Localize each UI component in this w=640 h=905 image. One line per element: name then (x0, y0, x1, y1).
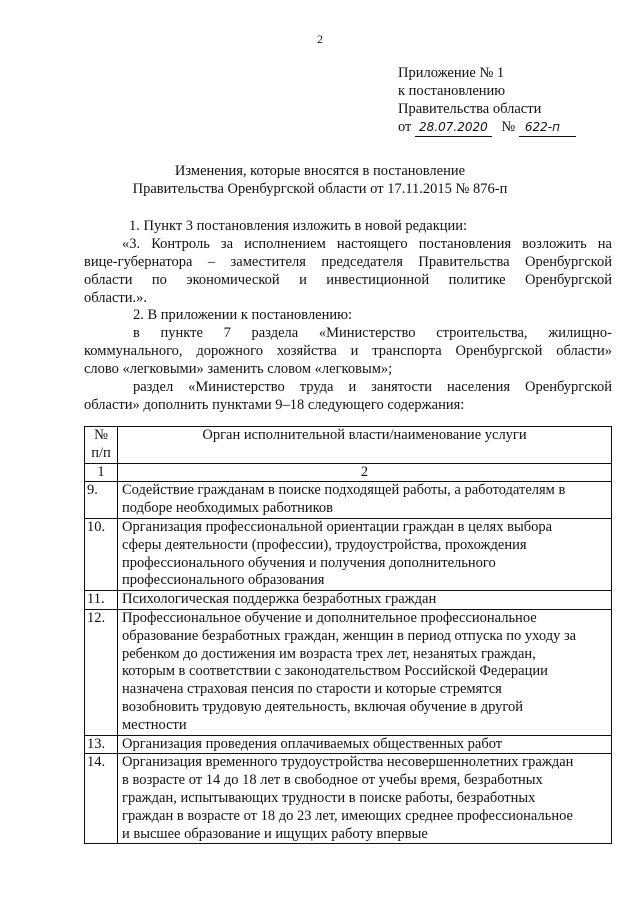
column-number-cell: 1 (85, 463, 118, 482)
paragraph-2: 2. В приложении к постановлению: (133, 307, 353, 323)
row-text (118, 735, 612, 754)
row-text-line: профессионального образования (122, 572, 325, 589)
table-row (85, 735, 612, 754)
header-number-line: № (94, 427, 108, 443)
row-text (118, 591, 612, 610)
table-row (85, 591, 612, 610)
row-number: 9. (85, 482, 118, 519)
subparagraph-line: области» дополнить пунктами 9–18 следующего содержания: (84, 397, 465, 413)
row-text-line: в возрасте от 14 до 18 лет в свободное от учебы время, безработных (122, 772, 543, 789)
table-row (85, 609, 612, 735)
date-prefix: от (398, 119, 412, 135)
row-text-line: Организация профессиональной ориентации граждан в целях выбора (122, 518, 553, 535)
row-text-line: и высшее образование и ищущих работу впервые (122, 825, 428, 842)
row-text-line: ребенком до достижения им возраста трех лет, незанятых граждан, (122, 645, 536, 662)
subparagraph-line: слово «легковыми» заменить словом «легковым»; (84, 361, 393, 377)
header-number-line: п/п (91, 444, 111, 461)
header-number-cell (85, 427, 118, 464)
row-number: 11. (85, 591, 118, 610)
row-text-line: подборе необходимых работников (122, 500, 334, 517)
number-prefix: № (501, 119, 516, 135)
table-row (85, 482, 612, 519)
page-number: 2 (317, 32, 323, 46)
row-text-line: граждан, испытывающих трудности в поиске работы, безработных (122, 789, 536, 806)
appendix-date-line (398, 118, 576, 137)
row-text-line: Организация временного трудоустройства несовершеннолетних граждан (122, 754, 574, 771)
handwritten-date: 28.07.2020 (415, 118, 492, 137)
row-text-line: профессионального обучения и получения дополнительного (122, 554, 496, 571)
paragraph-1: 1. Пункт 3 постановления изложить в новой редакции: (129, 218, 468, 234)
row-number: 13. (85, 735, 118, 754)
row-text-line: которым в соответствии с законодательством Российской Федерации (122, 663, 548, 680)
row-number: 10. (85, 518, 118, 590)
column-number-row (85, 463, 612, 482)
row-text-line: Содействие гражданам в поиске подходящей работы, а работодателям в (122, 482, 566, 499)
quote-line: области по экономической и инвестиционной политике Оренбургской (84, 272, 612, 288)
row-text-line: образование безработных граждан, женщин в период отпуска по уходу за (122, 627, 577, 644)
table-row (85, 518, 612, 590)
appendix-line: Правительства области (398, 101, 542, 117)
subparagraph-line: коммунального, дорожного хозяйства и транспорта Оренбургской области» (84, 343, 612, 359)
services-table (84, 426, 612, 844)
row-text-line: Профессиональное обучение и дополнительное профессиональное (122, 609, 537, 626)
column-number-cell: 2 (118, 463, 612, 482)
quote-line: вице-губернатора – заместителя председателя Правительства Оренбургской (84, 254, 612, 270)
appendix-block (398, 64, 576, 137)
appendix-line: к постановлению (398, 83, 506, 99)
row-text-line: возобновить трудовую деятельность, включая обучение в другой (122, 698, 523, 715)
handwritten-number: 622-п (519, 118, 576, 137)
title-line: Изменения, которые вносятся в постановление (174, 163, 466, 179)
row-text-line: Психологическая поддержка безработных граждан (122, 591, 437, 608)
row-text-line: местности (122, 716, 187, 733)
row-number: 14. (85, 754, 118, 844)
quote-line: области.». (84, 290, 147, 306)
row-text-line: граждан в возрасте от 18 до 23 лет, имеющих среднее профессиональное (122, 807, 573, 824)
row-text (118, 482, 612, 519)
table-row (85, 754, 612, 844)
row-text (118, 609, 612, 735)
row-text-line: Организация проведения оплачиваемых общественных работ (122, 735, 503, 752)
header-name-cell: Орган исполнительной власти/наименование услуги (118, 427, 612, 464)
row-text-line: сферы деятельности (профессии), трудоустройства, прохождения (122, 536, 527, 553)
row-text (118, 518, 612, 590)
row-text (118, 754, 612, 844)
row-text-line: назначена страховая пенсия по старости и которые стремятся (122, 681, 502, 698)
document-title (0, 162, 640, 198)
row-number: 12. (85, 609, 118, 735)
title-line: Правительства Оренбургской области от 17.11.2015 № 876-п (132, 181, 508, 197)
quote-line: «3. Контроль за исполнением настоящего постановления возложить на (122, 236, 612, 252)
table-header-row (85, 427, 612, 464)
subparagraph-line: в пункте 7 раздела «Министерство строительства, жилищно- (133, 325, 612, 341)
appendix-line: Приложение № 1 (398, 65, 505, 81)
subparagraph-line: раздел «Министерство труда и занятости населения Оренбургской (133, 379, 612, 395)
